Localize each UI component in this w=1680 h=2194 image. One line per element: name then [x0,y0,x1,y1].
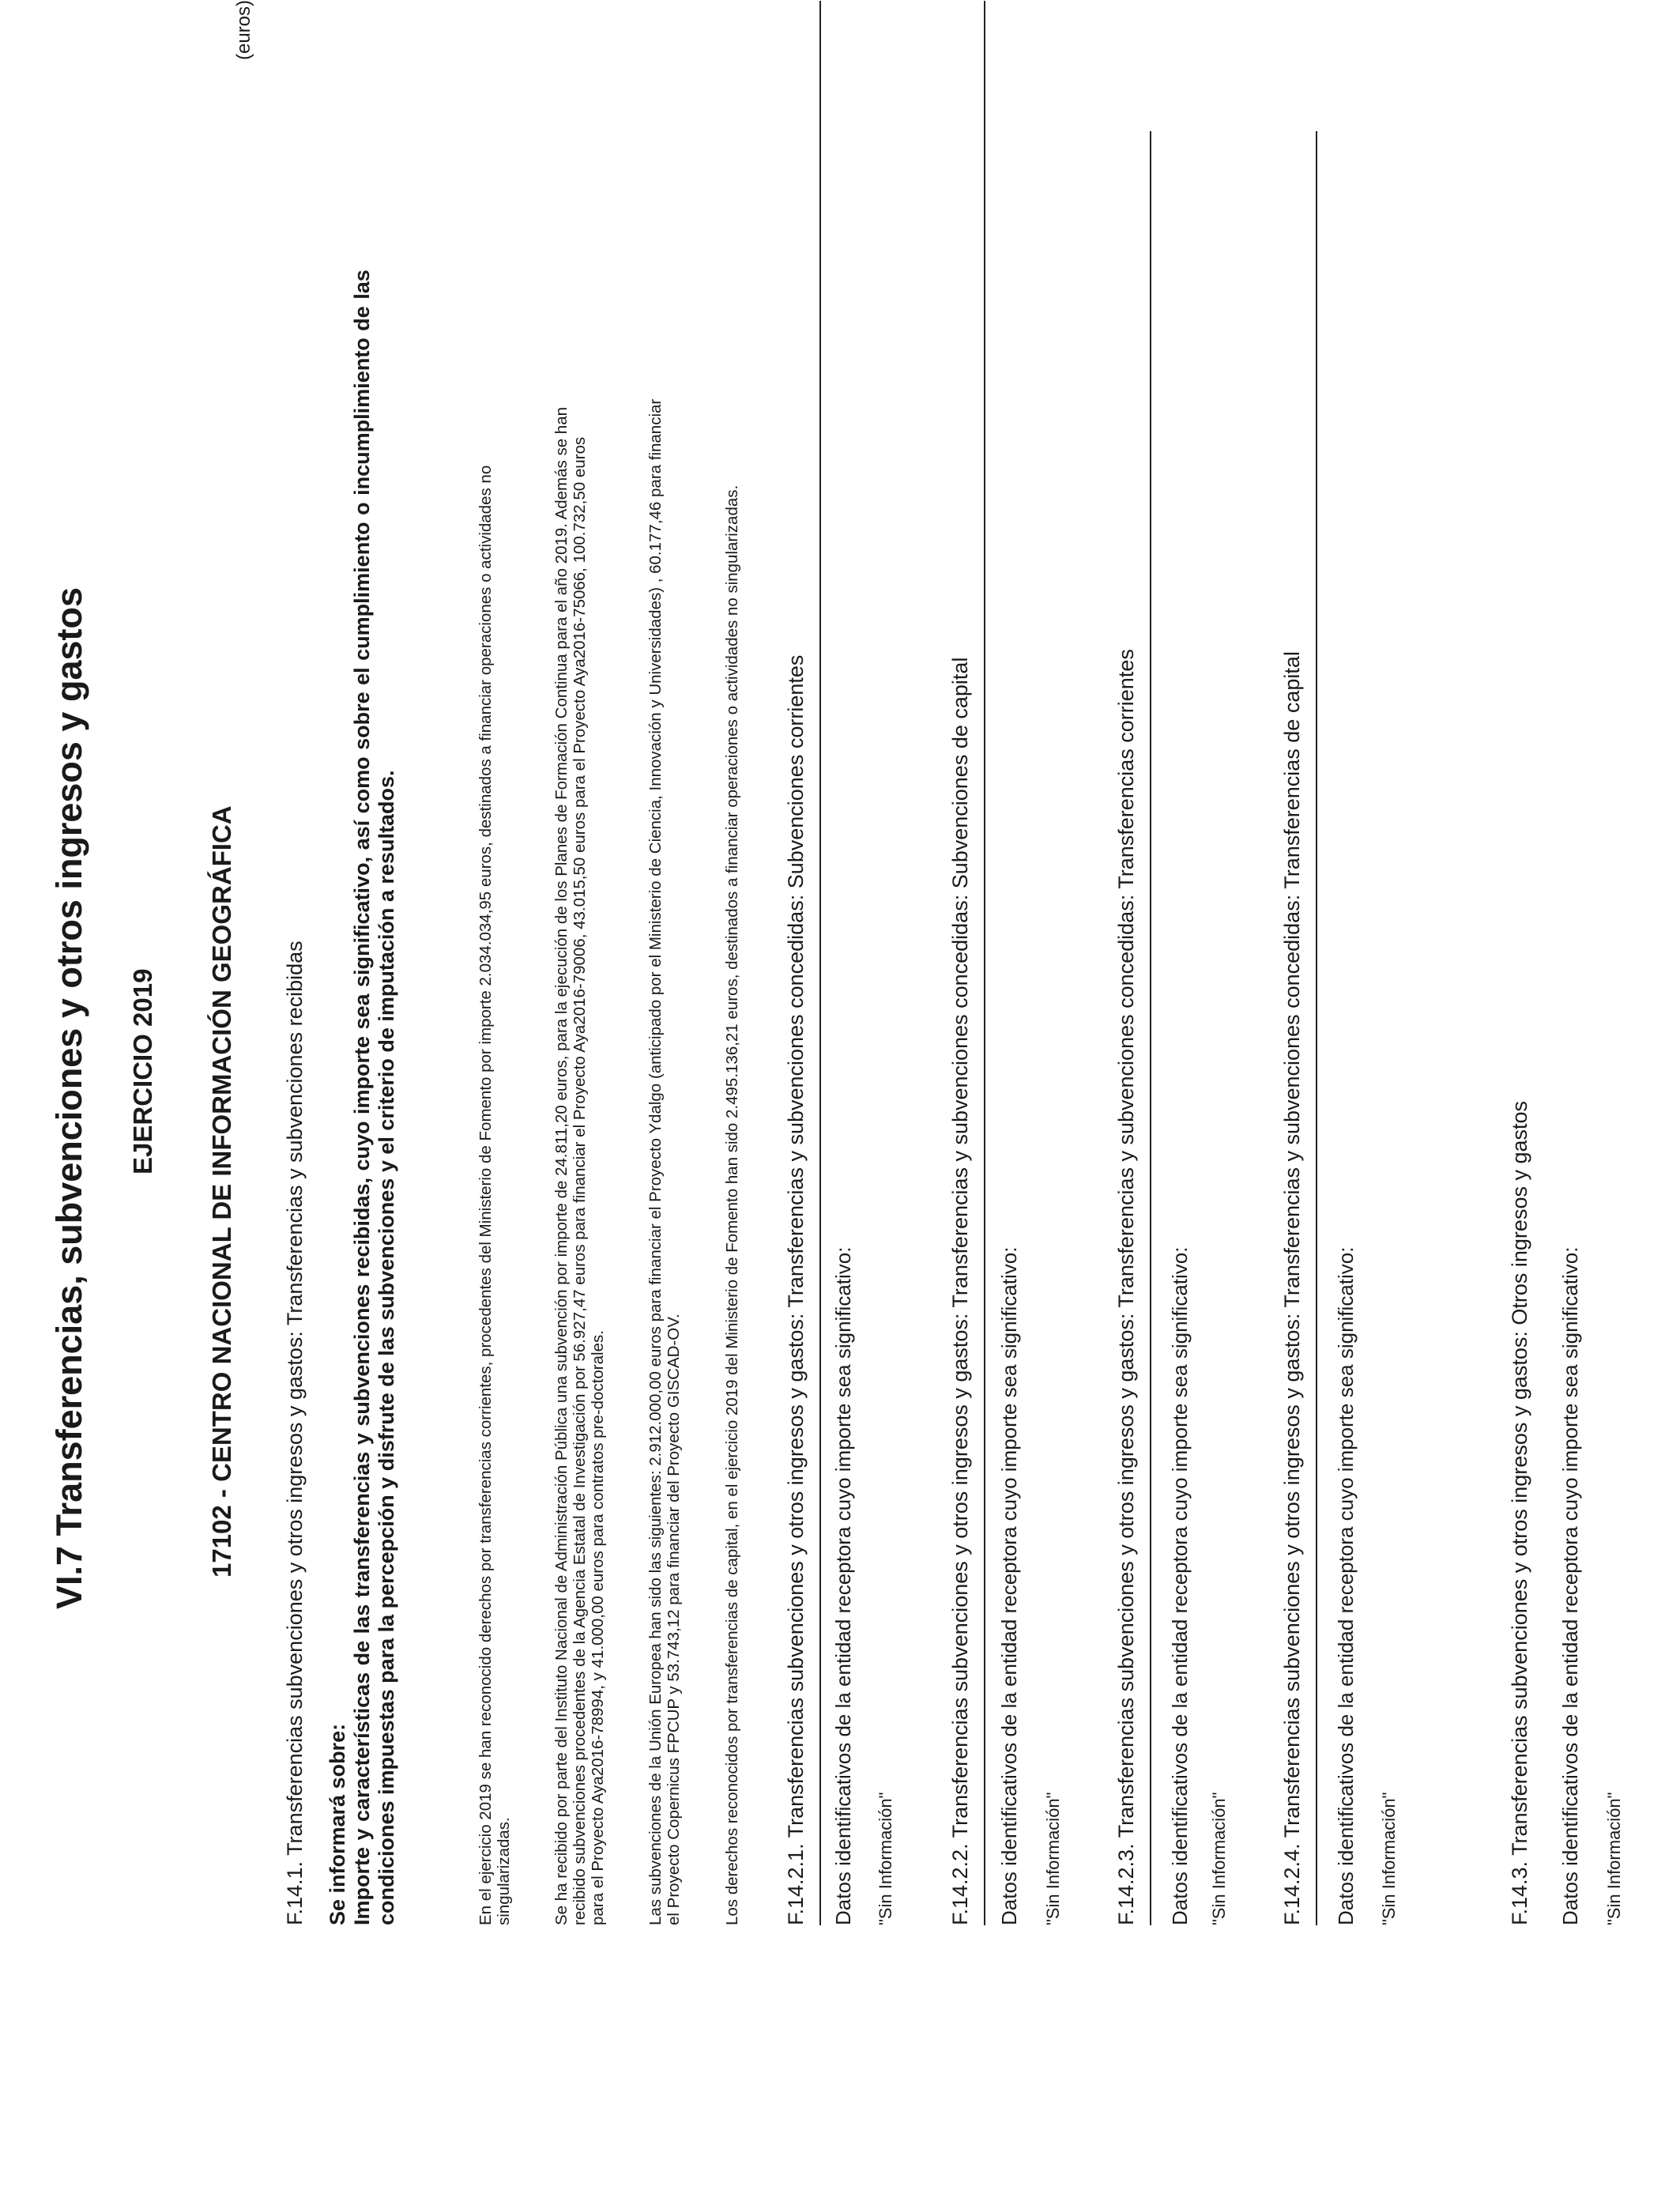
exercise-year: EJERCICIO 2019 [128,968,157,1174]
paragraph-capital [723,485,741,1925]
receptor-label: Datos identificativos de la entidad receptora cuyo importe sea significativo: [997,1246,1021,1925]
intro-block [326,270,399,1925]
no-information-value: "Sin Información" [1379,1792,1399,1925]
intro-line: condiciones impuestas para la percepción y disfrute de las subvenciones y el criterio de imputación a resultados. [375,770,398,1925]
paragraph-line: singularizadas. [495,1817,513,1925]
paragraph-line: Se ha recibido por parte del Instituto Nacional de Administración Pública una subvención por importe de 24.811,20 euros, para la ejecución de los Planes de Formación Continua para el año 2019. Además se han [552,407,571,1925]
no-information-value: "Sin Información" [1209,1792,1229,1925]
section-rule [984,1,985,1925]
entity-name: 17102 - CENTRO NACIONAL DE INFORMACIÓN GEOGRÁFICA [207,805,236,1578]
receptor-label: Datos identificativos de la entidad receptora cuyo importe sea significativo: [1334,1246,1358,1925]
no-information-value: "Sin Información" [876,1792,895,1925]
paragraph-line: para el Proyecto Aya2016-78994, y 41.000,00 euros para contratos pre-doctorales. [589,1330,607,1925]
paragraph-line: En el ejercicio 2019 se han reconocido derechos por transferencias corrientes, procedentes del Ministerio de Fomento por importe 2.034.034,95 euros, destinados a financiar operaciones o actividades no [477,465,495,1925]
paragraph-subvenciones [552,407,607,1925]
no-information-value: "Sin Información" [1043,1792,1063,1925]
section-heading-f14-2-1: F.14.2.1. Transferencias subvenciones y otros ingresos y gastos: Transferencias y subvenciones concedidas: Subvenciones corrientes [784,654,808,1925]
section-rule [1316,131,1317,1925]
intro-line: Importe y características de las transferencias y subvenciones recibidas, cuyo importe sea significativo, así como sobre el cumplimiento o incumplimiento de las [350,270,374,1925]
section-heading-f14-1: F.14.1. Transferencias subvenciones y otros ingresos y gastos: Transferencias y subvenciones recibidas [283,941,307,1925]
paragraph-line: Las subvenciones de la Unión Europea han sido las siguientes: 2.912.000,00 euros para financiar el Proyecto Ydalgo (anticipado por el Ministerio de Ciencia, Innovación y Universidades) , 60.177,46 para financiar [646,398,665,1925]
section-heading-f14-2-2: F.14.2.2. Transferencias subvenciones y otros ingresos y gastos: Transferencias y subvenciones concedidas: Subvenciones de capital [948,657,972,1925]
section-heading-f14-3: F.14.3. Transferencias subvenciones y otros ingresos y gastos: Otros ingresos y gastos [1508,1100,1531,1925]
receptor-label: Datos identificativos de la entidad receptora cuyo importe sea significativo: [831,1246,855,1925]
intro-line: Se informará sobre: [326,1723,349,1925]
receptor-label: Datos identificativos de la entidad receptora cuyo importe sea significativo: [1168,1246,1192,1925]
page-title: VI.7 Transferencias, subvenciones y otros ingresos y gastos [49,586,89,1609]
paragraph-union-europea [646,399,683,1925]
units-label: (euros) [233,0,254,60]
paragraph-line: el Proyecto Copernicus FPCUP y 53.743,12 para financiar del Proyecto GISCAD-OV. [665,1314,683,1925]
section-rule [1150,131,1151,1925]
paragraph-corrientes [477,466,513,1925]
section-heading-f14-2-4: F.14.2.4. Transferencias subvenciones y otros ingresos y gastos: Transferencias y subvenciones concedidas: Transferencias de capital [1280,651,1304,1925]
section-rule [819,1,821,1925]
paragraph-line: recibido subvenciones procedentes de la Agencia Estatal de Investigación por 56.927,47 euros para financiar el Proyecto Aya2016-79006, 43.015,50 euros para el Proyecto Aya2016-75066, 100.732,50 euros [571,436,589,1925]
section-heading-f14-2-3: F.14.2.3. Transferencias subvenciones y otros ingresos y gastos: Transferencias y subvenciones concedidas: Transferencias corrientes [1114,649,1138,1925]
receptor-label: Datos identificativos de la entidad receptora cuyo importe sea significativo: [1558,1246,1582,1925]
no-information-value: "Sin Información" [1604,1792,1624,1925]
paragraph-line: Los derechos reconocidos por transferencias de capital, en el ejercicio 2019 del Ministerio de Fomento han sido 2.495.136,21 euros, destinados a financiar operaciones o actividades no singularizadas. [723,484,741,1925]
